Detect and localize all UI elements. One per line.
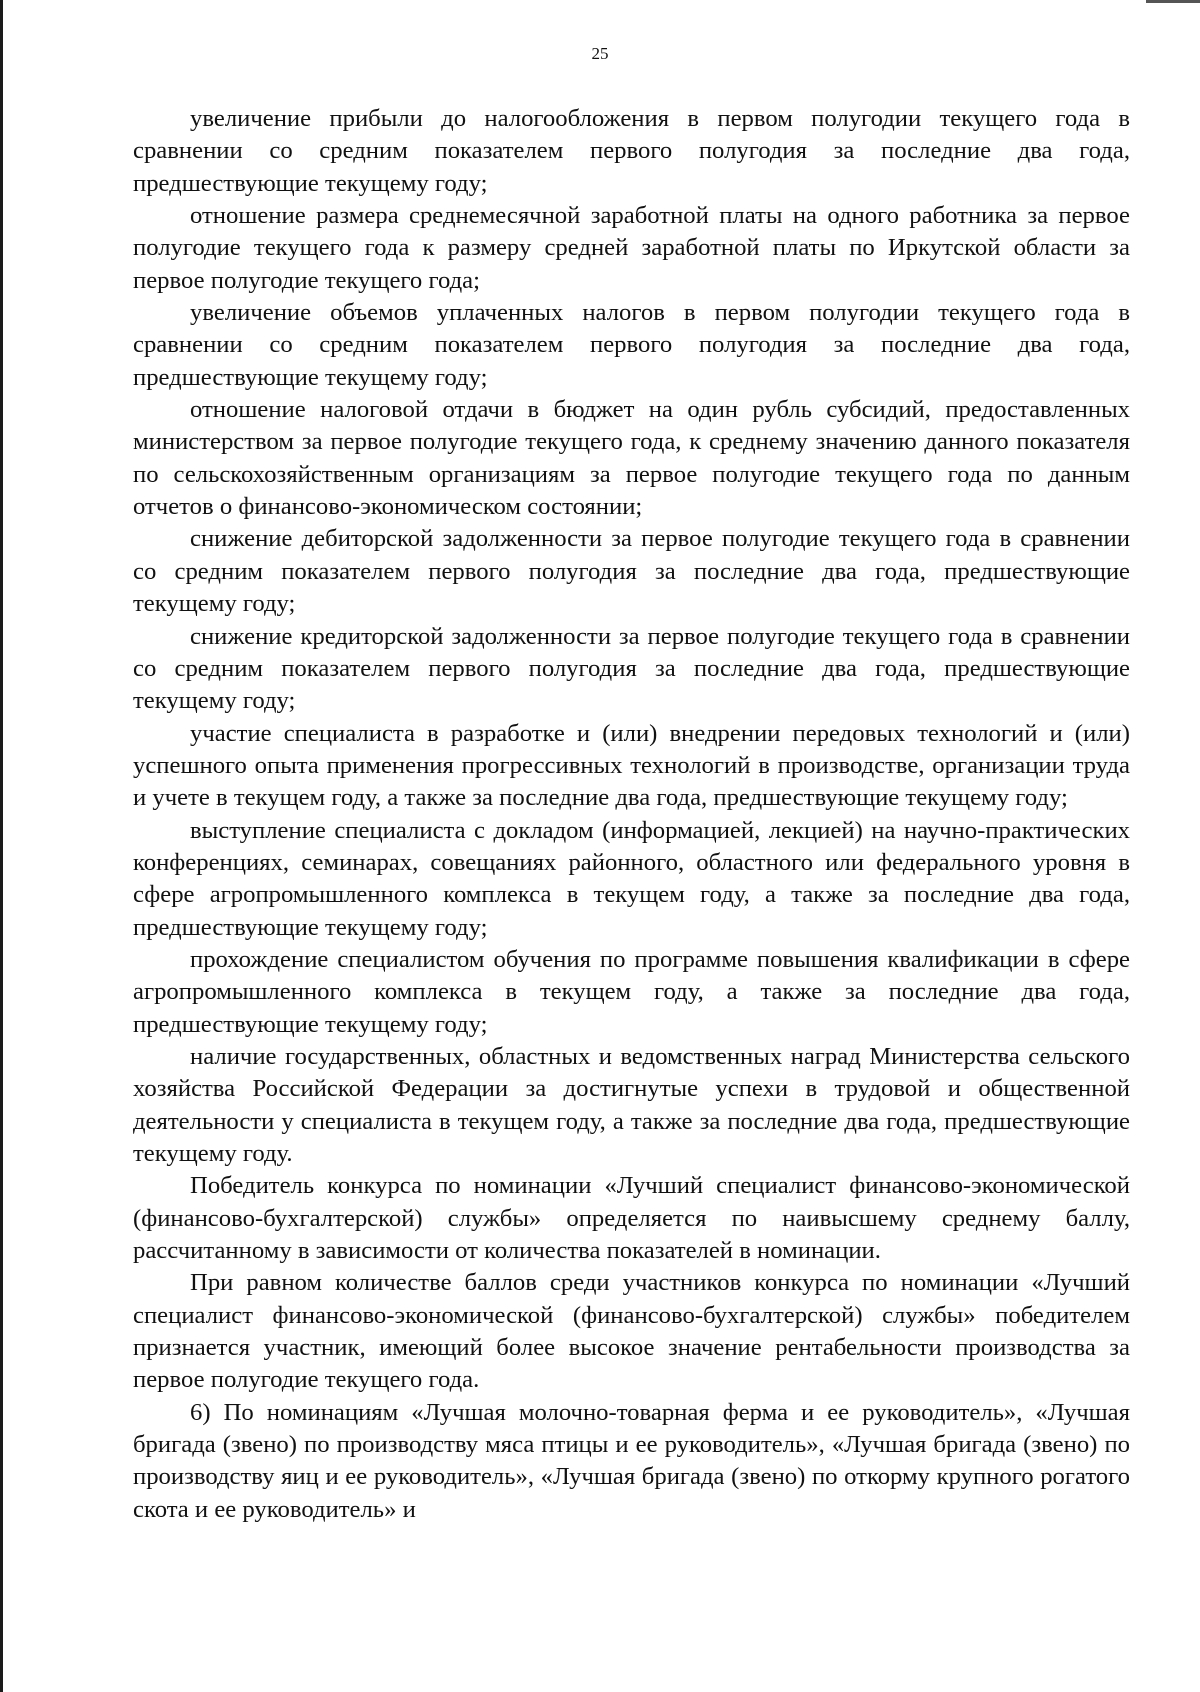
paragraph-payables-decrease: снижение кредиторской задолженности за первое полугодие текущего года в сравнении со средним показателем первого полугодия за последние два года, предшествующие текущему году; — [133, 622, 1130, 715]
paragraph-qualification-training: прохождение специалистом обучения по программе повышения квалификации в сфере агропромышленного комплекса в текущем году, а также за последние два года, предшествующие текущему году; — [133, 945, 1130, 1038]
scan-left-edge-rule — [0, 0, 3, 1692]
paragraph-nomination-6: 6) По номинациям «Лучшая молочно-товарная ферма и ее руководитель», «Лучшая бригада (звено) по производству мяса птицы и ее руководитель», «Лучшая бригада (звено) по производству яиц и ее руководитель», «Лучшая бригада (звено) по откорму крупного рогатого скота и ее руководитель» и — [133, 1398, 1130, 1523]
paragraph-winner-definition: Победитель конкурса по номинации «Лучший специалист финансово-экономической (финансово-бухгалтерской) службы» определяется по наивысшему среднему баллу, рассчитанному в зависимости от количества показателей в номинации. — [133, 1172, 1130, 1265]
scan-corner-mark — [1146, 0, 1200, 3]
document-body — [133, 103, 1130, 1526]
paragraph-technology-participation: участие специалиста в разработке и (или) внедрении передовых технологий и (или) успешного опыта применения прогрессивных технологий в производстве, организации труда и учете в текущем году, а также за последние два года, предшествующие текущему году; — [133, 719, 1130, 812]
paragraph-average-salary-ratio: отношение размера среднемесячной заработной платы на одного работника за первое полугодие текущего года к размеру средней заработной платы по Иркутской области за первое полугодие текущего года; — [133, 202, 1130, 294]
paragraph-tax-return-per-subsidy: отношение налоговой отдачи в бюджет на один рубль субсидий, предоставленных министерством за первое полугодие текущего года, к среднему значению данного показателя по сельскохозяйственным организациям за первое полугодие текущего года по данным отчетов о финансово-экономическом состоянии; — [133, 396, 1130, 521]
page-number: 25 — [591, 44, 609, 63]
paragraph-profit-increase: увеличение прибыли до налогообложения в первом полугодии текущего года в сравнении со средним показателем первого полугодия за последние два года, предшествующие текущему году; — [133, 105, 1130, 197]
paragraph-conference-report: выступление специалиста с докладом (информацией, лекцией) на научно-практических конференциях, семинарах, совещаниях районного, областного или федерального уровня в сфере агропромышленного комплекса в текущем году, а также за последние два года, предшествующие текущему году; — [133, 816, 1130, 941]
paragraph-tie-break-rule: При равном количестве баллов среди участников конкурса по номинации «Лучший специалист финансово-экономической (финансово-бухгалтерской) службы» победителем признается участник, имеющий более высокое значение рентабельности производства за первое полугодие текущего года. — [133, 1269, 1130, 1394]
paragraph-awards: наличие государственных, областных и ведомственных наград Министерства сельского хозяйства Российской Федерации за достигнутые успехи в трудовой и общественной деятельности у специалиста в текущем году, а также за последние два года, предшествующие текущему году. — [133, 1042, 1130, 1167]
paragraph-receivables-decrease: снижение дебиторской задолженности за первое полугодие текущего года в сравнении со средним показателем первого полугодия за последние два года, предшествующие текущему году; — [133, 525, 1130, 618]
paragraph-taxes-paid-increase: увеличение объемов уплаченных налогов в первом полугодии текущего года в сравнении со средним показателем первого полугодия за последние два года, предшествующие текущему году; — [133, 299, 1130, 391]
